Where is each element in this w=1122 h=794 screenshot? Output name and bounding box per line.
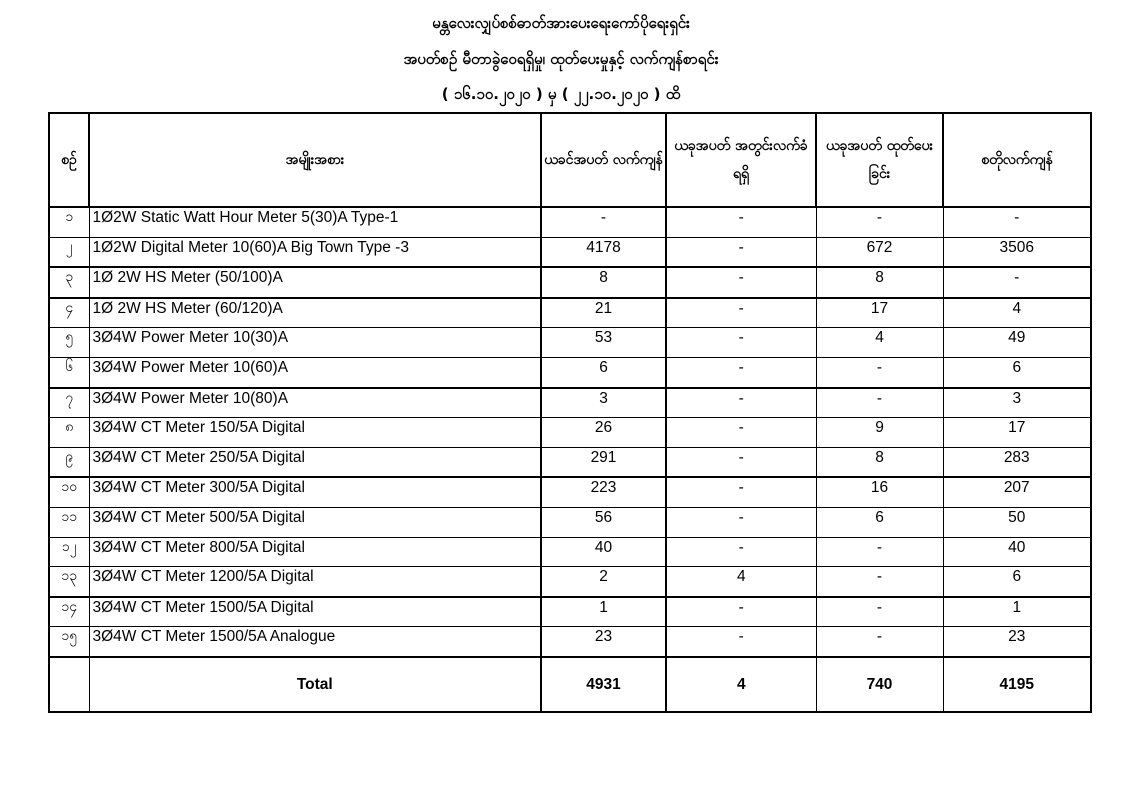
- table-row: [49, 267, 1091, 298]
- received-cell: -: [666, 267, 816, 298]
- received-cell: -: [666, 388, 816, 418]
- received-cell: -: [666, 477, 816, 507]
- row-number-cell: ၁၀: [49, 477, 89, 507]
- table-row: [49, 537, 1091, 567]
- received-cell: -: [666, 537, 816, 567]
- table-row: [49, 418, 1091, 448]
- meter-type-cell: 3Ø4W CT Meter 150/5A Digital: [89, 418, 541, 448]
- store-balance-cell: 3506: [943, 237, 1091, 267]
- col-header-no: စဉ်: [49, 113, 89, 207]
- issued-cell: -: [816, 388, 943, 418]
- row-number-cell: ၇: [49, 388, 89, 418]
- issued-cell: 8: [816, 447, 943, 477]
- total-label: Total: [89, 657, 541, 712]
- meter-type-cell: 3Ø4W CT Meter 250/5A Digital: [89, 447, 541, 477]
- table-row: [49, 507, 1091, 537]
- table-row: [49, 207, 1091, 237]
- meter-type-cell: 3Ø4W CT Meter 800/5A Digital: [89, 537, 541, 567]
- table-row: [49, 627, 1091, 657]
- total-row: [49, 657, 1091, 712]
- issued-cell: 672: [816, 237, 943, 267]
- row-number-cell: ၆: [49, 357, 89, 387]
- prev-balance-cell: 23: [541, 627, 666, 657]
- total-no-cell: [49, 657, 89, 712]
- meter-type-cell: 3Ø4W CT Meter 300/5A Digital: [89, 477, 541, 507]
- issued-cell: -: [816, 357, 943, 387]
- issued-cell: -: [816, 567, 943, 597]
- table-row: [49, 447, 1091, 477]
- received-cell: -: [666, 298, 816, 328]
- issued-cell: 4: [816, 328, 943, 358]
- store-balance-cell: 17: [943, 418, 1091, 448]
- table-row: [49, 298, 1091, 328]
- store-balance-cell: 40: [943, 537, 1091, 567]
- store-balance-cell: 283: [943, 447, 1091, 477]
- row-number-cell: ၈: [49, 418, 89, 448]
- total-balance: 4195: [943, 657, 1091, 712]
- row-number-cell: ၁၅: [49, 627, 89, 657]
- table-row: [49, 477, 1091, 507]
- row-number-cell: ၉: [49, 447, 89, 477]
- row-number-cell: ၁၄: [49, 597, 89, 627]
- store-balance-cell: 6: [943, 357, 1091, 387]
- received-cell: -: [666, 328, 816, 358]
- prev-balance-cell: 56: [541, 507, 666, 537]
- issued-cell: 8: [816, 267, 943, 298]
- received-cell: -: [666, 447, 816, 477]
- issued-cell: -: [816, 207, 943, 237]
- row-number-cell: ၁၂: [49, 537, 89, 567]
- meter-type-cell: 1Ø 2W HS Meter (50/100)A: [89, 267, 541, 298]
- report-date-range: ( ၁၆.၁၀.၂၀၂၀ ) မှ ( ၂၂.၁၀.၂၀၂၀ ) ထိ: [441, 85, 681, 103]
- col-header-issued: ယခုအပတ် ထုတ်ပေးခြင်း: [816, 113, 943, 207]
- meter-type-cell: 3Ø4W CT Meter 500/5A Digital: [89, 507, 541, 537]
- row-number-cell: ၃: [49, 267, 89, 298]
- row-number-cell: ၅: [49, 328, 89, 358]
- prev-balance-cell: 3: [541, 388, 666, 418]
- store-balance-cell: 49: [943, 328, 1091, 358]
- store-balance-cell: 23: [943, 627, 1091, 657]
- issued-cell: 17: [816, 298, 943, 328]
- store-balance-cell: 3: [943, 388, 1091, 418]
- report-org-title: မန္တလေးလျှပ်စစ်ဓာတ်အားပေးရေးကော်ပိုရေးရှင်း: [432, 14, 690, 32]
- prev-balance-cell: 40: [541, 537, 666, 567]
- issued-cell: -: [816, 537, 943, 567]
- issued-cell: -: [816, 597, 943, 627]
- table-row: [49, 328, 1091, 358]
- meter-type-cell: 3Ø4W Power Meter 10(60)A: [89, 357, 541, 387]
- issued-cell: 9: [816, 418, 943, 448]
- received-cell: -: [666, 357, 816, 387]
- received-cell: -: [666, 207, 816, 237]
- received-cell: -: [666, 418, 816, 448]
- table-row: [49, 567, 1091, 597]
- meter-type-cell: 1Ø2W Digital Meter 10(60)A Big Town Type -3: [89, 237, 541, 267]
- meter-type-cell: 3Ø4W CT Meter 1500/5A Analogue: [89, 627, 541, 657]
- col-header-store-balance: စတိုလက်ကျန်: [943, 113, 1091, 207]
- row-number-cell: ၁: [49, 207, 89, 237]
- col-header-type: အမျိုးအစား: [89, 113, 541, 207]
- meter-inventory-table: [48, 112, 1092, 713]
- store-balance-cell: 207: [943, 477, 1091, 507]
- issued-cell: -: [816, 627, 943, 657]
- prev-balance-cell: 4178: [541, 237, 666, 267]
- prev-balance-cell: 2: [541, 567, 666, 597]
- store-balance-cell: 6: [943, 567, 1091, 597]
- received-cell: -: [666, 237, 816, 267]
- table-header-row: [49, 113, 1091, 207]
- prev-balance-cell: 6: [541, 357, 666, 387]
- table-row: [49, 388, 1091, 418]
- total-issued: 740: [816, 657, 943, 712]
- meter-type-cell: 3Ø4W CT Meter 1500/5A Digital: [89, 597, 541, 627]
- row-number-cell: ၁၁: [49, 507, 89, 537]
- store-balance-cell: 50: [943, 507, 1091, 537]
- row-number-cell: ၄: [49, 298, 89, 328]
- meter-type-cell: 3Ø4W Power Meter 10(30)A: [89, 328, 541, 358]
- store-balance-cell: 4: [943, 298, 1091, 328]
- issued-cell: 6: [816, 507, 943, 537]
- meter-type-cell: 3Ø4W CT Meter 1200/5A Digital: [89, 567, 541, 597]
- store-balance-cell: -: [943, 267, 1091, 298]
- received-cell: 4: [666, 567, 816, 597]
- prev-balance-cell: 26: [541, 418, 666, 448]
- total-received: 4: [666, 657, 816, 712]
- store-balance-cell: 1: [943, 597, 1091, 627]
- meter-type-cell: 1Ø2W Static Watt Hour Meter 5(30)A Type-1: [89, 207, 541, 237]
- row-number-cell: ၁၃: [49, 567, 89, 597]
- total-prev: 4931: [541, 657, 666, 712]
- meter-type-cell: 3Ø4W Power Meter 10(80)A: [89, 388, 541, 418]
- table-row: [49, 357, 1091, 387]
- issued-cell: 16: [816, 477, 943, 507]
- prev-balance-cell: 223: [541, 477, 666, 507]
- prev-balance-cell: 8: [541, 267, 666, 298]
- col-header-prev-balance: ယခင်အပတ် လက်ကျန်: [541, 113, 666, 207]
- table-row: [49, 237, 1091, 267]
- store-balance-cell: -: [943, 207, 1091, 237]
- table-row: [49, 597, 1091, 627]
- prev-balance-cell: 1: [541, 597, 666, 627]
- prev-balance-cell: 21: [541, 298, 666, 328]
- prev-balance-cell: 53: [541, 328, 666, 358]
- meter-type-cell: 1Ø 2W HS Meter (60/120)A: [89, 298, 541, 328]
- report-title: အပတ်စဉ် မီတာခွဲဝေရရှိမှု၊ ထုတ်ပေးမှုနှင့် လက်ကျန်စာရင်း: [403, 50, 719, 68]
- received-cell: -: [666, 597, 816, 627]
- received-cell: -: [666, 507, 816, 537]
- col-header-received: ယခုအပတ် အတွင်းလက်ခံ ရရှိ: [666, 113, 816, 207]
- row-number-cell: ၂: [49, 237, 89, 267]
- prev-balance-cell: 291: [541, 447, 666, 477]
- prev-balance-cell: -: [541, 207, 666, 237]
- received-cell: -: [666, 627, 816, 657]
